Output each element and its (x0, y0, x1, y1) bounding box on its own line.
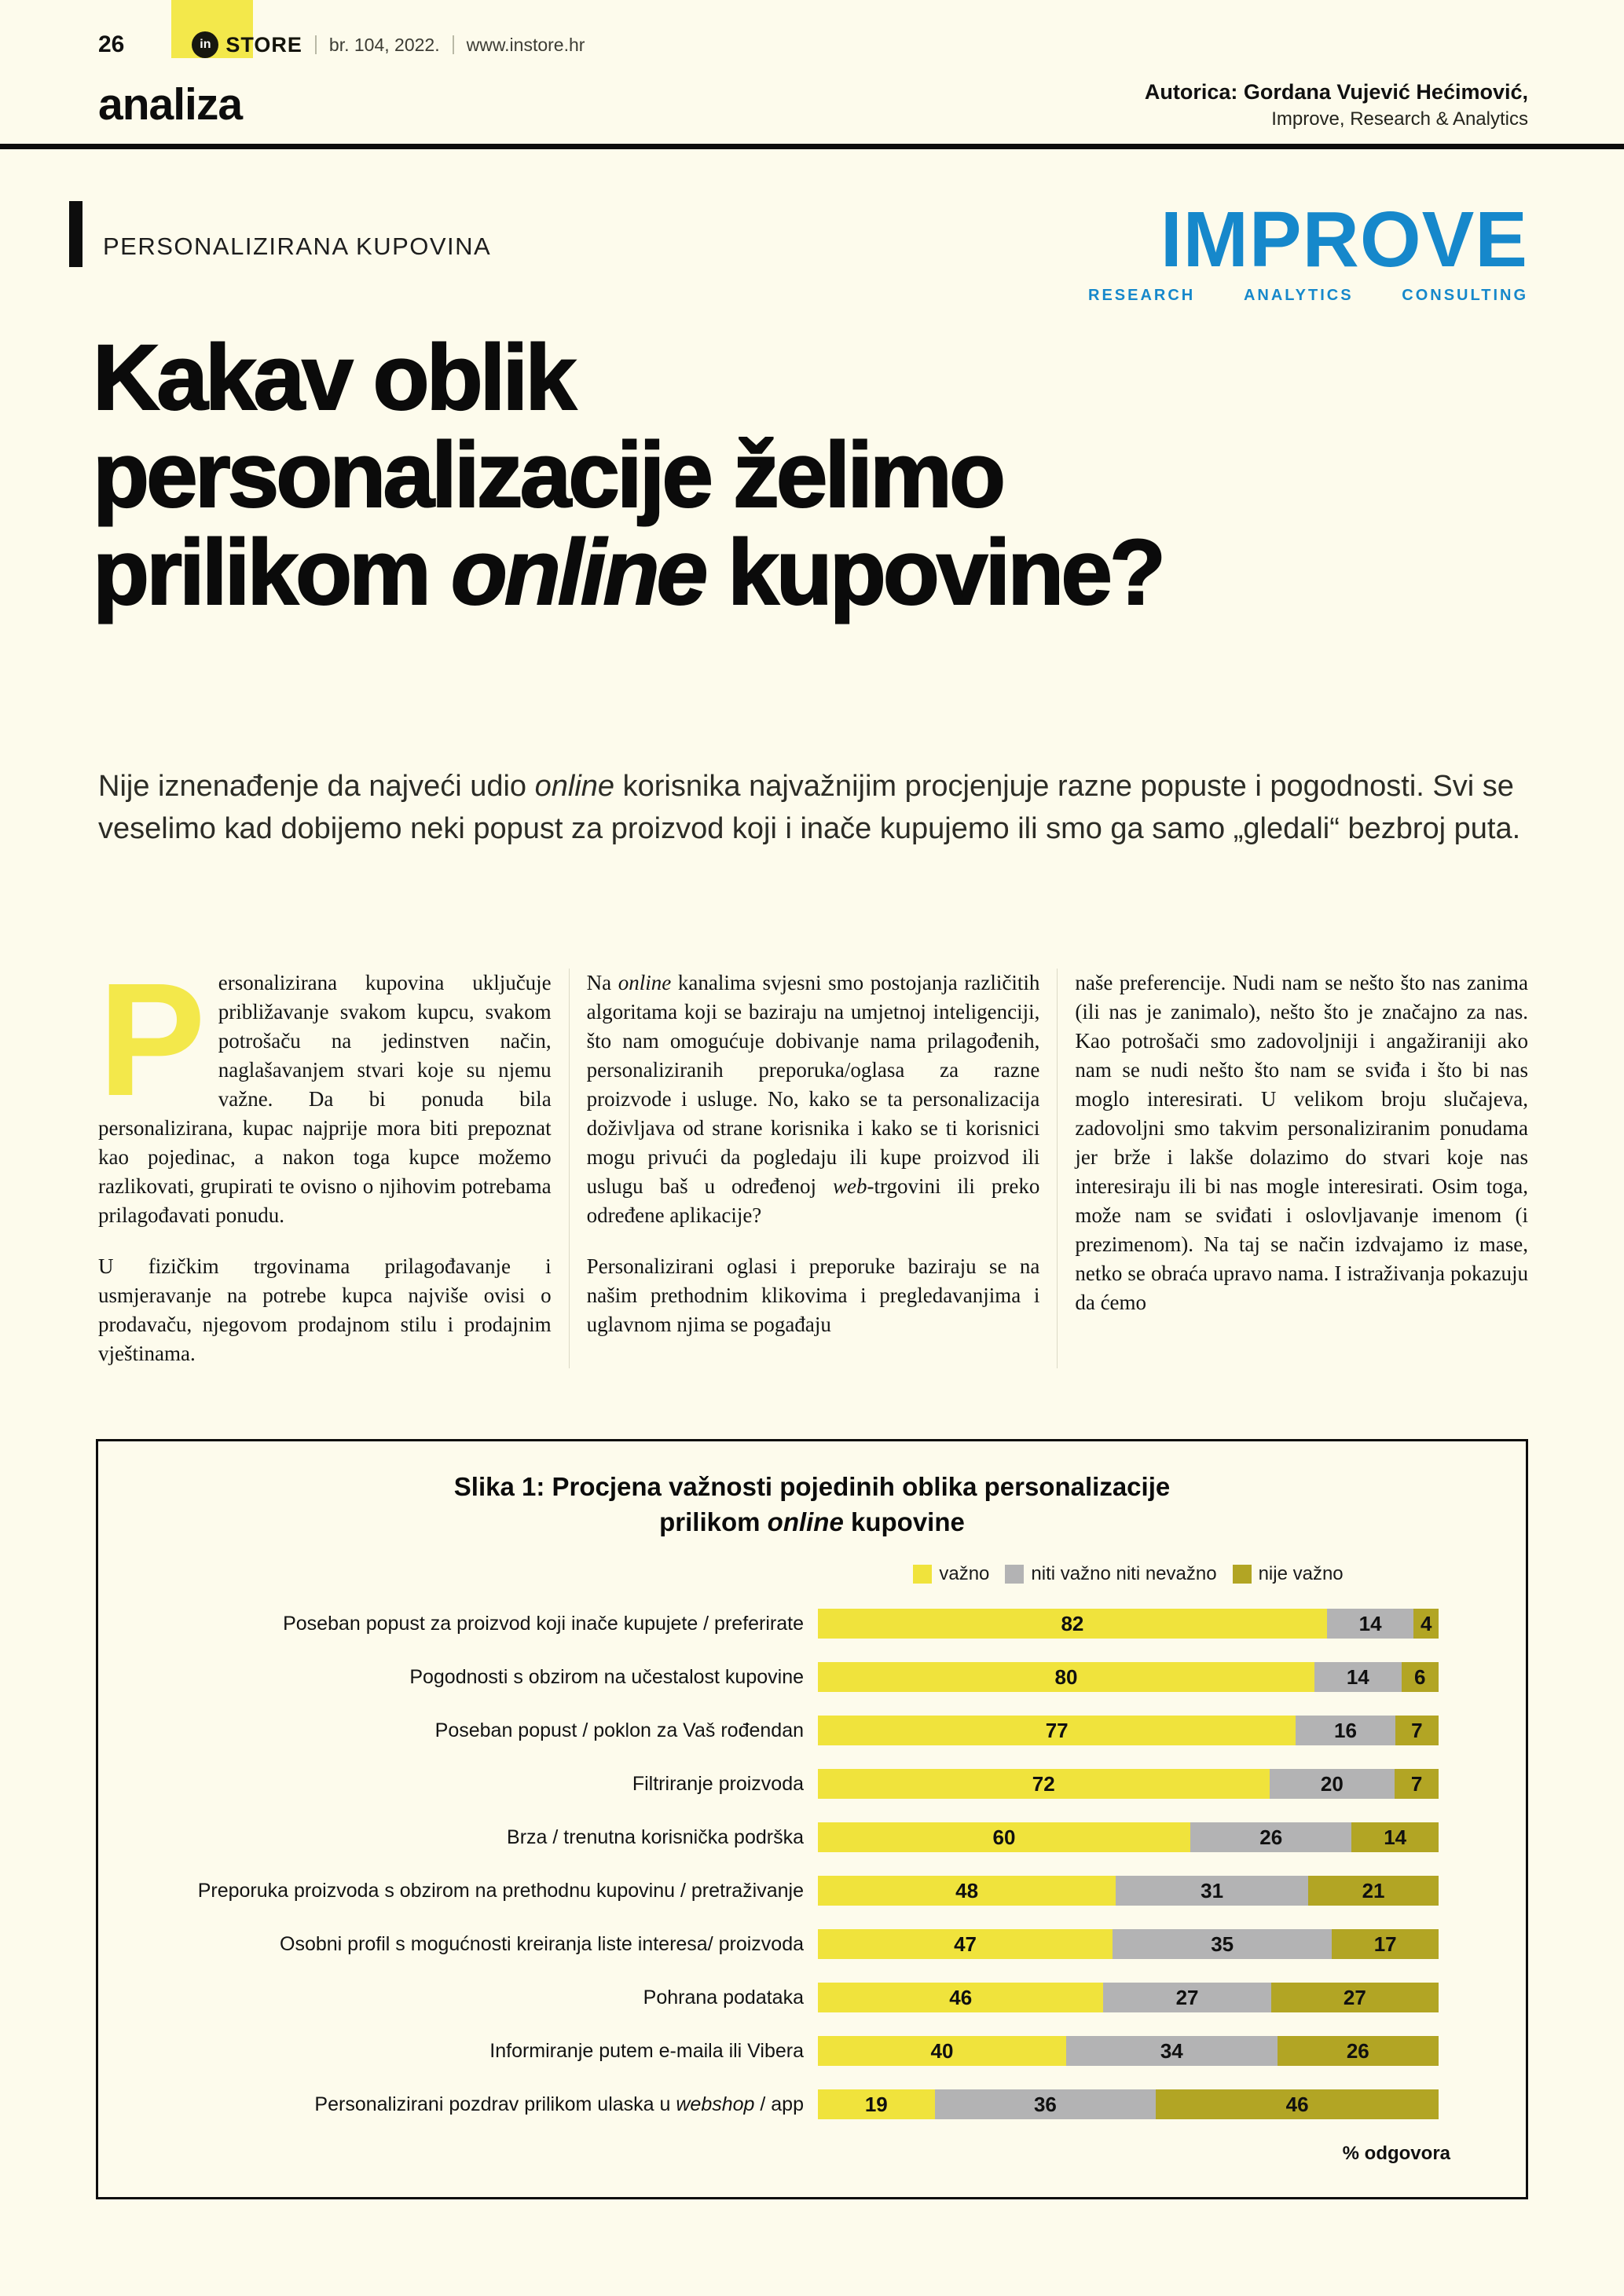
chart-category-label: Osobni profil s mogućnosti kreiranja liste interesa/ proizvoda (280, 1932, 804, 1955)
paragraph: U fizičkim trgovinama prilagođavanje i usmjeravanje na potrebe kupca najviše ovisi o prodavaču, njegovom prodajnom stilu i prodajnim vještinama. (98, 1254, 552, 1365)
chart-bar (818, 1929, 1439, 1959)
chart-category-label: Informiranje putem e-maila ili Vibera (489, 2039, 804, 2062)
chart-segment-vazno (818, 1876, 1116, 1906)
chart-value: 19 (864, 2092, 888, 2116)
article-headline (93, 326, 1562, 624)
chart-value: 27 (1175, 1985, 1199, 2009)
kicker-bar (69, 201, 82, 267)
chart-segment-vazno (818, 1983, 1103, 2012)
chart-row (126, 2036, 1498, 2066)
chart-category-label: Filtriranje proizvoda (632, 1772, 804, 1795)
legend-label: važno (939, 1563, 990, 1585)
chart-segment-niti-vazno (1296, 1716, 1395, 1745)
chart-segment-vazno (818, 1609, 1327, 1639)
chart-bar (818, 2036, 1439, 2066)
improve-tag-research: RESEARCH (1088, 287, 1196, 304)
chart-value: 16 (1334, 1718, 1357, 1742)
chart-row (126, 1609, 1498, 1639)
article-lead: Nije iznenađenje da najveći udio online korisnika najvažnijim procjenjuje razne popuste i pogodnosti. Svi se veselimo kad dobijemo neki popust za proizvod koji i inače kupujemo ili smo ga samo „gledali“ bezbroj puta. (98, 770, 1521, 845)
chart-row (126, 2089, 1498, 2119)
chart-segment-vazno (818, 2036, 1066, 2066)
chart-segment-niti-vazno (1327, 1609, 1414, 1639)
chart-value: 77 (1045, 1718, 1069, 1742)
chart-category-label: Preporuka proizvoda s obzirom na prethodnu kupovinu / pretraživanje (197, 1879, 804, 1902)
figure-1-chart (96, 1439, 1528, 2199)
legend-swatch (913, 1565, 932, 1584)
chart-row (126, 1822, 1498, 1852)
chart-segment-vazno (818, 1929, 1113, 1959)
author-name: Autorica: Gordana Vujević Hećimović, (1144, 80, 1528, 104)
body-column-2 (569, 969, 1058, 1368)
chart-bar (818, 2089, 1439, 2119)
author-block (1145, 80, 1528, 130)
chart-segment-niti-vazno (1066, 2036, 1278, 2066)
drop-cap: P (98, 950, 206, 1130)
paragraph: naše preferencije. Nudi nam se nešto što nas zanima (ili nas je zanimalo), nešto što je značajno za nas. Kao potrošači smo zadovoljniji i angažiraniji ako nam se nudi nešto što nam se sviđa i što bi nas moglo interesirati. U velikom broju slučajeva, zadovoljni smo takvim personaliziranim ponudama jer brže i lakše dolazimo do stvari koje nas interesiraju ili bi nas mogle interesirati. Osim toga, može nam se sviđati i oslovljavanje imenom (i prezimenom). Na taj se način izdvajamo iz mase, netko se obraća upravo nama. I istraživanja pokazuju da ćemo (1075, 971, 1529, 1314)
section-title: analiza (98, 79, 243, 130)
chart-value: 7 (1411, 1718, 1423, 1742)
paragraph (98, 950, 552, 1230)
chart-value: 6 (1414, 1664, 1426, 1689)
legend-item (1233, 1563, 1344, 1585)
paragraph: Personalizirani oglasi i preporuke baziraju se na našim prethodnim klikovima i pregledavanjima i uglavnom njima se pogađaju (586, 1254, 1040, 1336)
chart-segment-nije-vazno (1156, 2089, 1439, 2119)
horizontal-rule (0, 144, 1624, 149)
chart-segment-nije-vazno (1395, 1716, 1439, 1745)
chart-segment-nije-vazno (1271, 1983, 1439, 2012)
chart-value: 82 (1061, 1611, 1084, 1635)
page-number: 26 (98, 31, 125, 57)
chart-value: 48 (955, 1878, 979, 1902)
instore-logo-icon: in (192, 31, 218, 58)
improve-logo-tagline (1088, 287, 1528, 305)
chart-bar (818, 1716, 1439, 1745)
chart-segment-niti-vazno (1314, 1662, 1402, 1692)
chart-segment-nije-vazno (1278, 2036, 1439, 2066)
chart-category-label: Pohrana podataka (643, 1986, 804, 2009)
website-url: www.instore.hr (466, 34, 585, 55)
chart-segment-niti-vazno (1190, 1822, 1351, 1852)
legend-item (913, 1563, 989, 1585)
chart-segment-vazno (818, 1769, 1270, 1799)
chart-segment-vazno (818, 1662, 1314, 1692)
chart-legend (818, 1563, 1439, 1585)
chart-segment-vazno (818, 2089, 935, 2119)
chart-segment-nije-vazno (1308, 1876, 1439, 1906)
chart-value: 14 (1358, 1611, 1382, 1635)
chart-title-line-2: prilikom online kupovine (659, 1507, 965, 1536)
chart-value: 21 (1362, 1878, 1385, 1902)
chart-unit-note: % odgovora (1342, 2143, 1450, 2165)
instore-logo (192, 31, 302, 58)
chart-segment-nije-vazno (1351, 1822, 1439, 1852)
chart-row (126, 1929, 1498, 1959)
chart-bar (818, 1822, 1439, 1852)
chart-row (126, 1983, 1498, 2012)
chart-segment-niti-vazno (935, 2089, 1157, 2119)
chart-bar (818, 1769, 1439, 1799)
chart-category-label: Poseban popust za proizvod koji inače kupujete / preferirate (283, 1612, 804, 1635)
kicker-label: PERSONALIZIRANA KUPOVINA (103, 233, 492, 260)
chart-value: 26 (1346, 2038, 1369, 2063)
improve-tag-analytics: ANALYTICS (1243, 287, 1354, 304)
divider (453, 35, 454, 54)
legend-label: niti važno niti nevažno (1031, 1563, 1217, 1585)
body-column-3 (1057, 969, 1528, 1368)
chart-bar (818, 1983, 1439, 2012)
chart-segment-niti-vazno (1103, 1983, 1270, 2012)
chart-value: 4 (1420, 1611, 1432, 1635)
chart-value: 46 (1285, 2092, 1309, 2116)
chart-segment-vazno (818, 1822, 1190, 1852)
chart-bar (818, 1662, 1439, 1692)
chart-value: 35 (1211, 1932, 1234, 1956)
chart-value: 60 (992, 1825, 1016, 1849)
chart-segment-niti-vazno (1116, 1876, 1308, 1906)
chart-segment-nije-vazno (1332, 1929, 1439, 1959)
chart-value: 7 (1410, 1771, 1423, 1796)
chart-row (126, 1769, 1498, 1799)
improve-logo (1088, 196, 1528, 305)
chart-value: 20 (1320, 1771, 1344, 1796)
chart-segment-nije-vazno (1413, 1609, 1439, 1639)
chart-category-label: Personalizirani pozdrav prilikom ulaska u webshop / app (314, 2093, 804, 2115)
headline-line-2: personalizacije želimo (93, 423, 1003, 527)
chart-value: 27 (1343, 1985, 1366, 2009)
chart-category-label: Pogodnosti s obzirom na učestalost kupovine (409, 1665, 804, 1688)
issue-number: br. 104, 2022. (328, 34, 440, 55)
article-body (98, 950, 1529, 1368)
legend-swatch (1005, 1565, 1024, 1584)
chart-value: 80 (1054, 1664, 1078, 1689)
chart-value: 14 (1346, 1664, 1369, 1689)
chart-bar (818, 1609, 1439, 1639)
chart-value: 14 (1384, 1825, 1407, 1849)
paragraph-text: ersonalizirana kupovina uključuje približavanje svakom kupcu, svakom potrošaču na jedinstven način, naglašavanjem stvari koje su njemu važne. Da bi ponuda bila personalizirana, kupac najprije mora biti prepoznat kao pojedinac, a nakon toga kupce možemo razlikovati, grupirati te ovisno o njihovim potrebama prilagođavati ponudu. (98, 971, 552, 1227)
improve-logo-wordmark: IMPROVE (1160, 196, 1528, 284)
chart-bar (818, 1876, 1439, 1906)
chart-category-label: Brza / trenutna korisnička podrška (507, 1825, 804, 1848)
chart-value: 17 (1373, 1932, 1397, 1956)
chart-value: 34 (1160, 2038, 1183, 2063)
chart-value: 26 (1259, 1825, 1283, 1849)
section-header (98, 79, 1528, 130)
chart-value: 72 (1032, 1771, 1055, 1796)
chart-row (126, 1716, 1498, 1745)
author-affiliation: Improve, Research & Analytics (1271, 108, 1528, 130)
headline-line-3: prilikom online kupovine? (93, 520, 1164, 624)
chart-value: 36 (1033, 2092, 1057, 2116)
instore-logo-text: STORE (225, 32, 302, 57)
chart-value: 40 (930, 2038, 954, 2063)
chart-segment-vazno (818, 1716, 1296, 1745)
chart-value: 47 (954, 1932, 977, 1956)
chart-title (126, 1470, 1498, 1540)
chart-value: 46 (949, 1985, 973, 2009)
legend-item (1005, 1563, 1216, 1585)
divider (315, 35, 317, 54)
chart-title-line-1: Slika 1: Procjena važnosti pojedinih oblika personalizacije (453, 1472, 1171, 1501)
chart-value: 31 (1201, 1878, 1224, 1902)
chart-segment-niti-vazno (1113, 1929, 1332, 1959)
chart-segment-nije-vazno (1395, 1769, 1439, 1799)
chart-rows (126, 1609, 1498, 2119)
chart-segment-niti-vazno (1270, 1769, 1395, 1799)
headline-line-1: Kakav oblik (93, 326, 574, 430)
chart-row (126, 1662, 1498, 1692)
chart-segment-nije-vazno (1402, 1662, 1439, 1692)
legend-label: nije važno (1258, 1563, 1344, 1585)
paragraph: Na online kanalima svjesni smo postojanja različitih algoritama koji se baziraju na umjetnoj inteligenciji, što nam omogućuje dobivanje nama prilagođenih, personaliziranih preporuka/oglasa za razne proizvode i usluge. No, kako se ta personalizacija doživljava od strane korisnika i kako se ti korisnici mogu privući da pogledaju ili kupe proizvod ili uslugu baš u određenoj web-trgovini ili preko određene aplikacije? (586, 971, 1040, 1227)
body-column-1 (98, 950, 569, 1368)
chart-category-label: Poseban popust / poklon za Vaš rođendan (434, 1719, 804, 1741)
improve-tag-consulting: CONSULTING (1402, 287, 1528, 304)
masthead (98, 31, 1528, 58)
legend-swatch (1233, 1565, 1252, 1584)
chart-row (126, 1876, 1498, 1906)
